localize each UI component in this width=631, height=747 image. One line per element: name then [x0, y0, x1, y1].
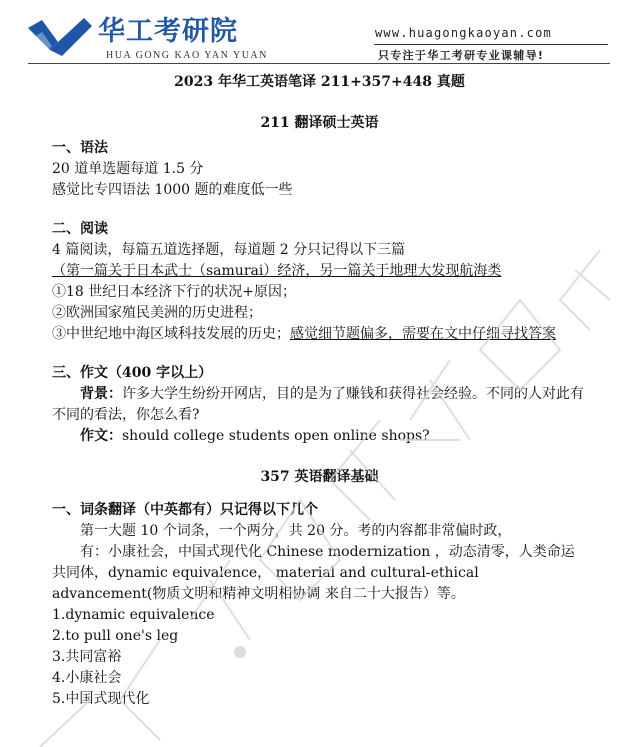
document-body: [52, 72, 587, 710]
terms-paragraph-2: 有：小康社会，中国式现代化 Chinese modernization ，动态清零，人类命运共同体，dynamic equivalence， material and cultural-ethical advancement(物质文明和精神文明相协调 来自二十大报告）等。: [52, 544, 575, 602]
reading-item-2: ②欧洲国家殖民美洲的历史进程；: [52, 305, 262, 321]
essay-background: [52, 384, 587, 426]
terms-paragraph-1: 第一大题 10 个词条，一个两分，共 20 分。考的内容都非常偏时政，: [80, 523, 512, 539]
section-grammar-title: 一、语法: [52, 140, 108, 156]
brand-name: 华工考研院: [98, 16, 238, 47]
spacer: [52, 345, 587, 363]
part2-heading: 357 英语翻译基础: [260, 469, 379, 485]
term-item: 2.to pull one's leg: [52, 628, 179, 644]
reading-item-1: ①18 世纪日本经济下行的状况+原因；: [52, 284, 296, 300]
grammar-line-2: 感觉比专四语法 1000 题的难度低一些: [52, 182, 293, 198]
spacer: [52, 492, 587, 500]
essay-task-text: should college students open online shops?: [122, 428, 430, 444]
brand-pinyin: HUA GONG KAO YAN YUAN: [106, 50, 268, 61]
term-item: 5.中国式现代化: [52, 691, 150, 707]
section-essay-title: 三、作文（400 字以上）: [52, 365, 213, 381]
term-item: 3.共同富裕: [52, 649, 122, 665]
site-url: www.huagongkaoyan.com: [375, 26, 552, 40]
header-divider-short: [374, 44, 608, 45]
term-item: 4.小康社会: [52, 670, 122, 686]
reading-item-3: [52, 324, 587, 345]
reading-item-3-text: ③中世纪地中海区域科技发展的历史；: [52, 326, 290, 342]
reading-line-2: （第一篇关于日本武士（samurai）经济，另一篇关于地理大发现航海类: [52, 263, 502, 279]
part1-heading: 211 翻译硕士英语: [260, 115, 379, 131]
term-item: 1.dynamic equivalence: [52, 607, 215, 623]
page-header: [0, 0, 631, 68]
logo-icon: [28, 16, 92, 58]
essay-background-label: 背景：: [80, 386, 122, 402]
doc-title: 2023 年华工英语笔译 211+357+448 真题: [174, 74, 465, 90]
spacer: [52, 201, 587, 219]
section-terms-title: 一、词条翻译（中英都有）只记得以下几个: [52, 502, 318, 518]
section-reading-title: 二、阅读: [52, 221, 108, 237]
reading-item-3-note: 感觉细节题偏多，需要在文中仔细寻找答案: [290, 326, 556, 342]
grammar-line-1: 20 道单选题每道 1.5 分: [52, 161, 204, 177]
site-slogan: 只专注于华工考研专业课辅导!: [378, 49, 545, 62]
essay-task-label: 作文：: [80, 428, 122, 444]
essay-task: [52, 426, 587, 447]
spacer: [52, 447, 587, 455]
essay-background-text: 许多大学生纷纷开网店，目的是为了赚钱和获得社会经验。不同的人对此有不同的看法，你怎么看?: [52, 386, 584, 423]
reading-line-1: 4 篇阅读，每篇五道选择题，每道题 2 分只记得以下三篇: [52, 242, 406, 258]
header-rule: [28, 63, 610, 64]
spacer: [52, 93, 587, 101]
